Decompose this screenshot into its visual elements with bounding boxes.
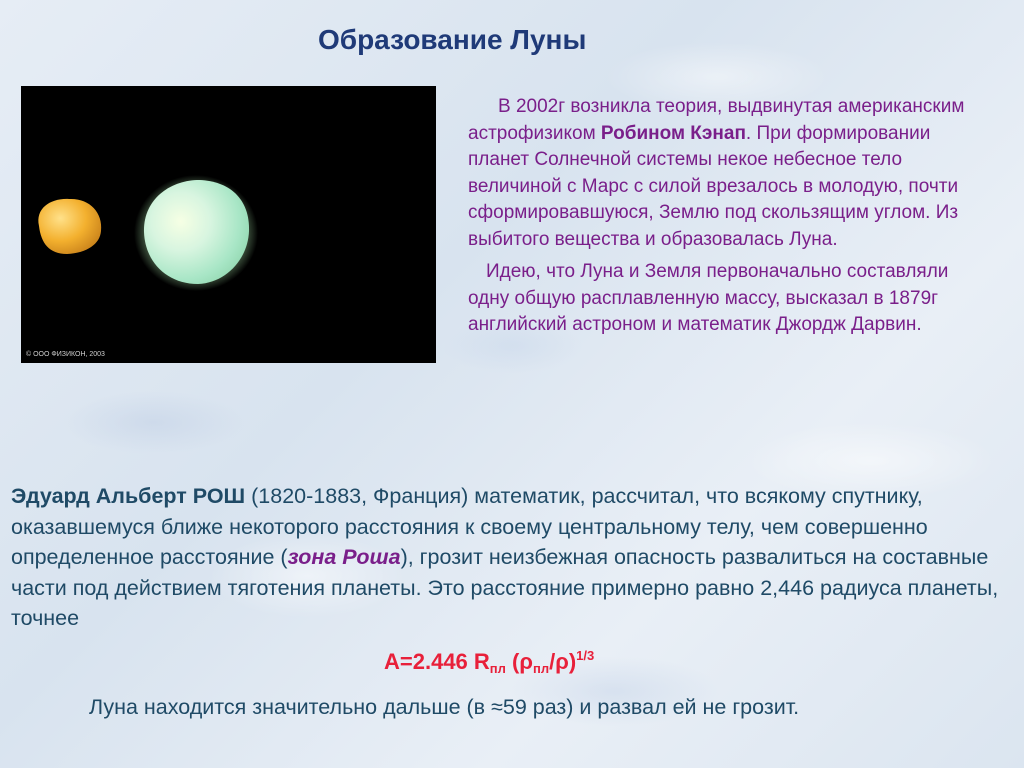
roche-formula	[384, 648, 594, 676]
mars-sized-body	[38, 199, 101, 254]
formula-sub-2: пл	[532, 661, 550, 676]
canup-name: Робином Кэнап	[600, 122, 746, 144]
roche-text-2: ), грозит неизбежная опасность развалиться на составные части под действием тяготения планеты. Это расстояние примерно равно 2,446 радиуса планеты, точнее	[11, 545, 999, 630]
theory-text	[468, 94, 988, 339]
image-copyright: © ООО ФИЗИКОН, 2003	[26, 351, 105, 358]
canup-text-after: . При формировании планет Солнечной системы некое небесное тело величиной с Марс с силой врезалось в молодую, почти сформировавшуюся, Землю под скользящим углом. Из выбитого вещества и образовалась Луна.	[468, 122, 959, 250]
canup-paragraph	[468, 94, 988, 253]
roche-text-1: (1820-1883, Франция) математик, рассчитал, что всякому спутнику, оказавшемуся ближе некоторого расстояния к своему центральному телу, чем совершенно определенное расстояние (	[11, 484, 928, 569]
formula-rhs: /ρ)	[549, 649, 577, 674]
planet-collision-image	[21, 86, 436, 363]
formula-lhs: A=2.446 R	[384, 649, 490, 674]
formula-mid: (ρ	[505, 649, 533, 674]
canup-text-before: В 2002г возникла теория, выдвинутая американским астрофизиком	[468, 96, 965, 144]
page-title: Образование Луны	[318, 24, 587, 55]
conclusion-text: Луна находится значительно дальше (в ≈59 раз) и развал ей не грозит.	[89, 695, 800, 719]
darwin-paragraph	[468, 259, 988, 339]
formula-exponent: 1/3	[576, 648, 595, 663]
darwin-text: Идею, что Луна и Земля первоначально составляли одну общую расплавленную массу, высказал в 1879г английский астроном и математик Джордж Дарвин.	[468, 261, 949, 335]
formula-sub-1: пл	[489, 661, 506, 676]
collision-illustration	[21, 86, 436, 363]
roche-name: Эдуард Альберт РОШ	[11, 484, 246, 508]
roche-paragraph	[11, 481, 1011, 634]
roche-zone-term: зона Роша	[287, 545, 401, 569]
